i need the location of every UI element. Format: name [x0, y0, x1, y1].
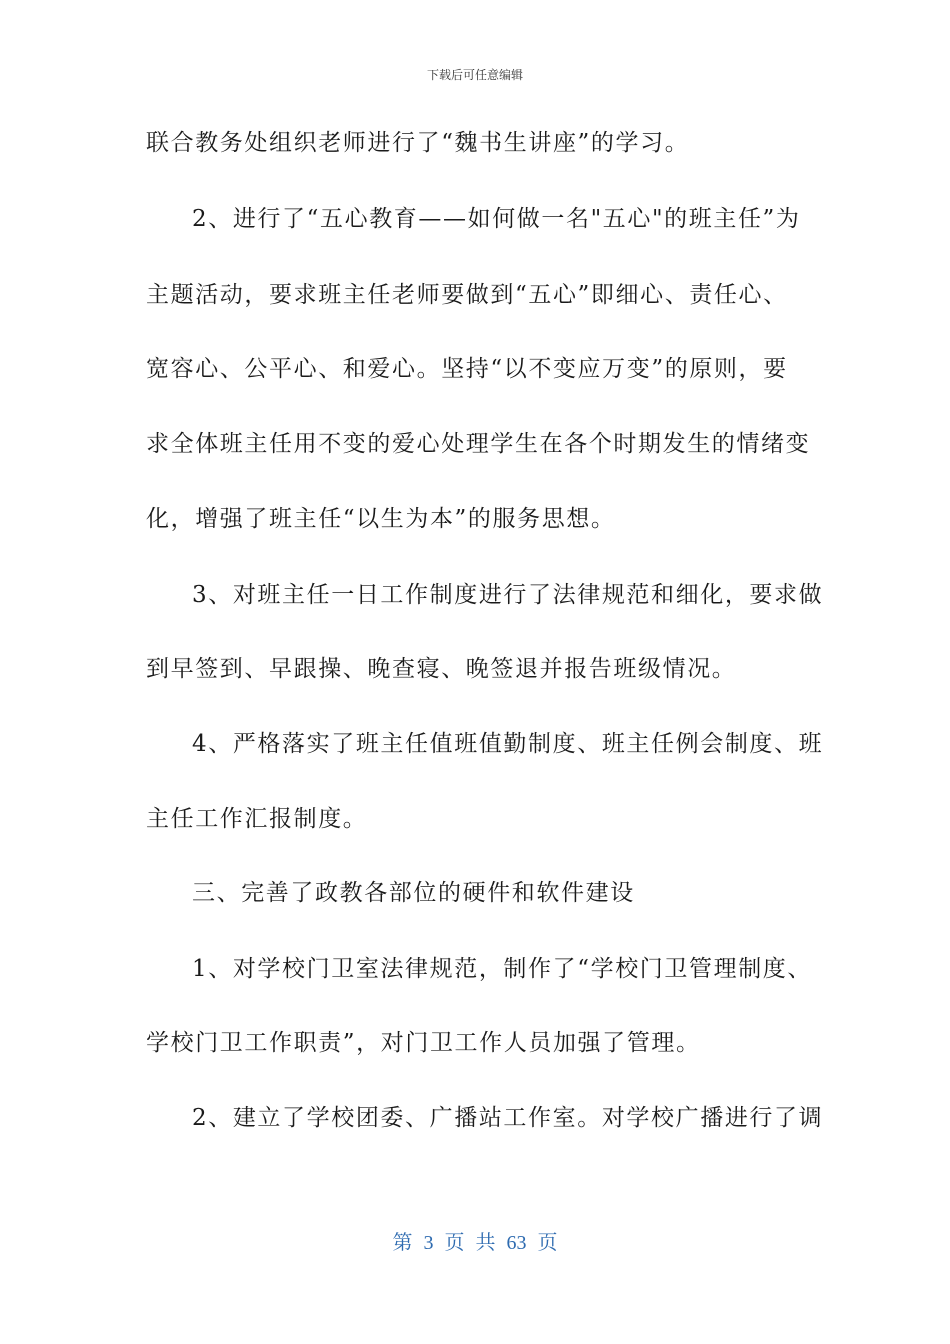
- text-line: 求全体班主任用不变的爱心处理学生在各个时期发生的情绪变: [146, 431, 811, 457]
- section-heading: 三、完善了政教各部位的硬件和软件建设: [192, 880, 635, 906]
- text-line: 联合教务处组织老师进行了“魏书生讲座”的学习。: [146, 130, 690, 156]
- paragraph-2-start: 2、进行了“五心教育——如何做一名"五心"的班主任”为: [192, 206, 801, 232]
- page-number: 第 3 页 共 63 页: [392, 1232, 558, 1254]
- paragraph-1-start: 1、对学校门卫室法律规范，制作了“学校门卫管理制度、: [192, 956, 812, 982]
- text-line: 主题活动，要求班主任老师要做到“五心”即细心、责任心、: [146, 282, 788, 308]
- text-line: 主任工作汇报制度。: [146, 806, 368, 832]
- text-line: 学校门卫工作职责”，对门卫工作人员加强了管理。: [146, 1030, 701, 1056]
- text-line: 宽容心、公平心、和爱心。坚持“以不变应万变”的原则，要: [146, 356, 788, 382]
- paragraph-3-start: 3、对班主任一日工作制度进行了法律规范和细化，要求做: [192, 582, 824, 608]
- text-line: 到早签到、早跟操、晚查寝、晚签退并报告班级情况。: [146, 656, 737, 682]
- paragraph-2b-start: 2、建立了学校团委、广播站工作室。对学校广播进行了调: [192, 1105, 824, 1131]
- page-header-note: 下载后可任意编辑: [426, 68, 523, 82]
- paragraph-4-start: 4、严格落实了班主任值班值勤制度、班主任例会制度、班: [192, 731, 824, 757]
- text-line: 化，增强了班主任“以生为本”的服务思想。: [146, 506, 616, 532]
